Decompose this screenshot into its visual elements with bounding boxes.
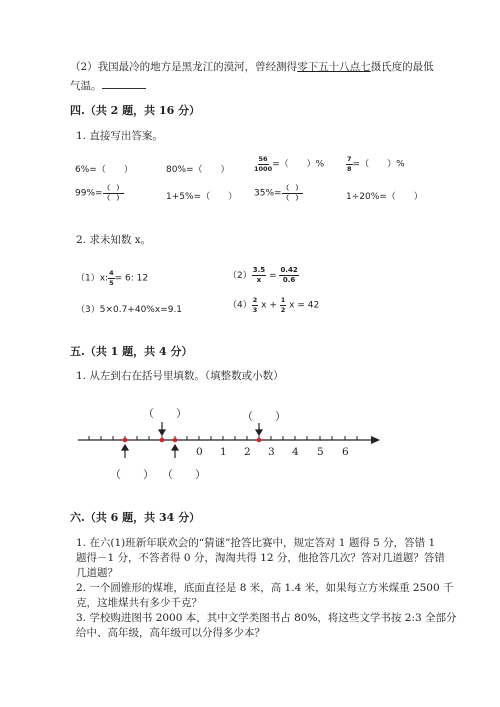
fraction: $\frac{3.5}{x}$	[252, 266, 266, 284]
equation-1: （1）x: $\frac{4}{5}$ = 6: 12	[76, 269, 149, 287]
calc-r1c1: 6%=（ ）	[75, 165, 133, 175]
fraction: $\frac{56}{1000}$	[254, 155, 273, 173]
tick-label-5: 5	[317, 446, 324, 458]
paren-bottom-2: （ ）	[162, 468, 206, 481]
section6-title: 六.（共 6 题，共 34 分）	[70, 511, 201, 524]
item2-text-post: 摄氏度的最低	[370, 61, 434, 73]
calc-r2c2: 1+5%=（ ）	[166, 192, 238, 202]
fraction: $\frac{7}{8}$	[347, 155, 352, 173]
tick-label-2: 2	[244, 446, 251, 458]
paren-bottom-1: （ ）	[110, 468, 154, 481]
fraction: $\frac{0.42}{0.6}$	[280, 266, 298, 284]
section5-prompt: 1. 从左到右在括号里填数。（填整数或小数）	[76, 370, 284, 382]
up-arrow-icon	[172, 445, 178, 450]
tick-label-6: 6	[342, 446, 349, 458]
calc-r1c2: 80%=（ ）	[166, 165, 230, 175]
tick-label-4: 4	[292, 446, 299, 458]
fraction: $\frac{2}{3}$	[252, 296, 258, 314]
item2-text-pre: （2）我国最冷的地方是黑龙江的漠河，曾经测得	[70, 61, 298, 73]
q1-line3: 几道题？	[76, 567, 118, 579]
equation-4: （4） $\frac{2}{3}$ x + $\frac{1}{2}$ x = 42	[228, 296, 320, 314]
q2-line2: 克，这堆煤共有多少千克？	[76, 597, 202, 609]
marked-point	[173, 438, 178, 443]
paren-top-1: （ ）	[143, 407, 187, 420]
q3-line2: 给中、高年级，高年级可以分得多少本？	[76, 627, 265, 639]
arrow-head-icon	[371, 436, 380, 444]
q1-line2: 题得－1 分，不答者得 0 分，淘淘共得 12 分，他抢答几次？答对几道题？答错	[76, 552, 445, 564]
calc-r2c4: 1÷20%=（ ）	[346, 192, 423, 202]
calc-r1c3: $\frac{56}{1000}$ =（ ）%	[254, 155, 325, 173]
q3-line1: 3. 学校购进图书 2000 本，其中文学类图书占 80%，将这些文学书按 2:3 全部分	[76, 612, 457, 624]
paren-top-2: （ ）	[242, 410, 286, 423]
q2-prompt: 2. 求未知数 x。	[76, 234, 152, 246]
down-arrow-icon	[159, 430, 165, 435]
tick-label-3: 3	[268, 446, 275, 458]
fraction: $\frac{1}{2}$	[280, 296, 286, 314]
section4-title: 四.（共 2 题，共 16 分）	[70, 104, 201, 117]
q2-line1: 2. 一个圆锥形的煤堆，底面直径是 8 米，高 1.4 米，如果每立方米煤重 2500 千	[76, 582, 454, 594]
tick-label-0: 0	[196, 446, 203, 458]
marked-point	[160, 438, 165, 443]
marked-point	[123, 438, 128, 443]
calc-r2c3: 35%= $\frac{( )}{( )}$	[254, 184, 303, 202]
tick-label-1: 1	[220, 446, 227, 458]
q1-prompt: 1. 直接写出答案。	[76, 130, 163, 142]
section5-title: 五.（共 1 题，共 4 分）	[70, 345, 193, 358]
equation-3: （3）5×0.7+40%x=9.1	[76, 305, 183, 315]
fraction: $\frac{4}{5}$	[109, 269, 114, 287]
marked-point	[257, 438, 262, 443]
q1-line1: 1. 在六(1)班新年联欢会的“猜谜”抢答比赛中，规定答对 1 题得 5 分，答错 1	[76, 537, 436, 549]
fraction: $\frac{( )}{( )}$	[103, 184, 124, 202]
down-arrow-icon	[256, 430, 262, 435]
up-arrow-icon	[122, 445, 128, 450]
fraction: $\frac{( )}{( )}$	[282, 184, 303, 202]
equation-2: （2） $\frac{3.5}{x}$ = $\frac{0.42}{0.6}$	[228, 266, 298, 284]
calc-r1c4: $\frac{7}{8}$ =（ ）%	[347, 155, 405, 173]
item2-underlined: 零下五十八点七	[297, 61, 371, 73]
item2-line2-text: 气温。	[70, 80, 102, 92]
calc-r2c1: 99%= $\frac{( )}{( )}$	[75, 184, 124, 202]
